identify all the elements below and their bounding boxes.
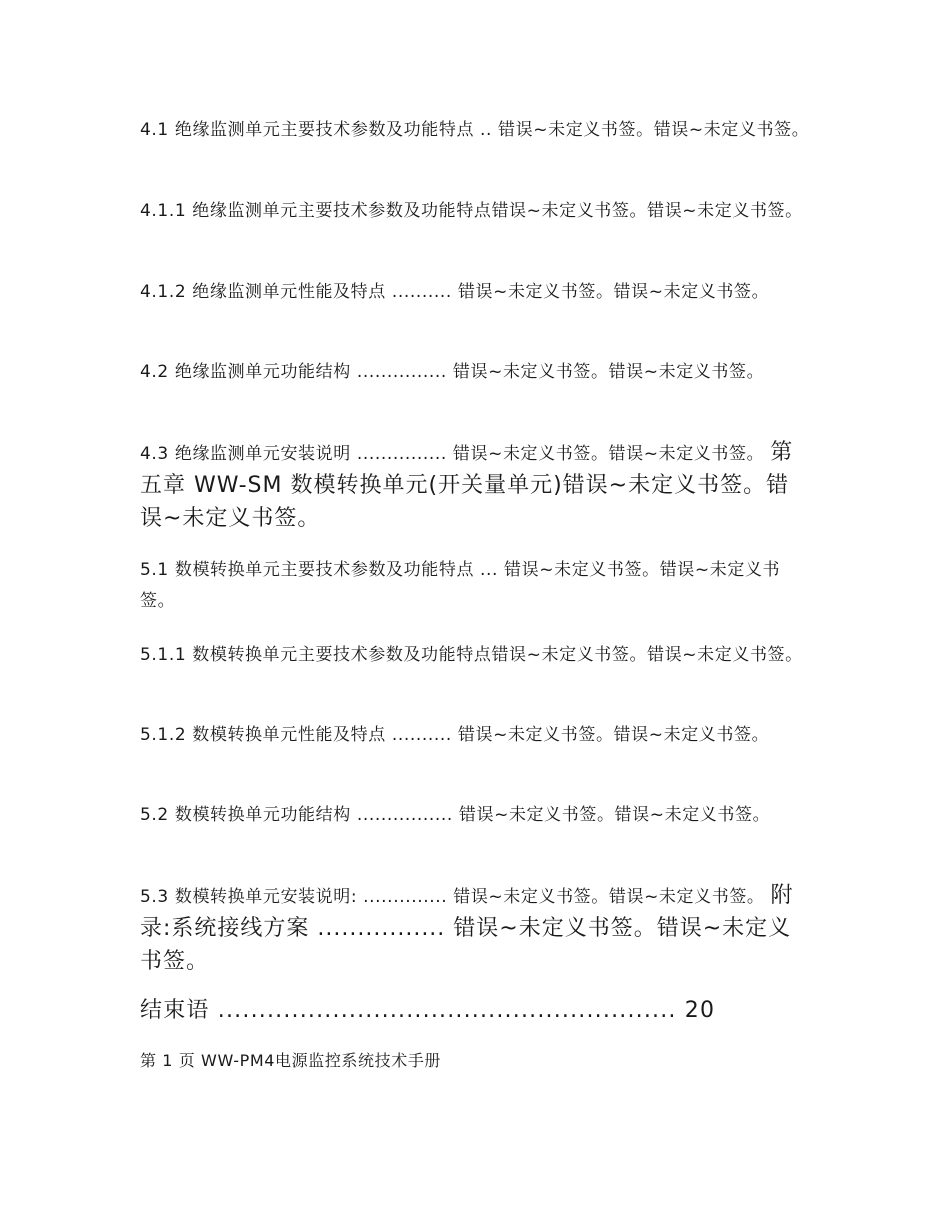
toc-entry-text: 5.1.2 数模转换单元性能及特点 .......... 错误~未定义书签。错误~未定义书签。 [140, 725, 770, 745]
toc-entry-4-1-1 [140, 196, 812, 227]
toc-entry-5-2 [140, 800, 812, 831]
toc-entry-text: 结束语 ........................................................ 20 [140, 998, 716, 1023]
toc-entry-4-2 [140, 357, 812, 388]
toc-entry-5-1-1 [140, 640, 812, 671]
toc-entry-5-1 [140, 555, 812, 617]
toc-chapter-5-heading: 第五章 WW-SM 数模转换单元(开关量单元)错误~未定义书签。错误~未定义书签。 [140, 440, 794, 531]
page-footer [140, 1048, 441, 1074]
footer-text: 第 1 页 WW-PM4电源监控系统技术手册 [140, 1051, 442, 1070]
toc-entry-4-3 [140, 437, 812, 536]
toc-entry-text: 4.3 绝缘监测单元安装说明 ............... 错误~未定义书签。错误~未定义书签。 [140, 444, 765, 464]
toc-entry-text: 4.1.2 绝缘监测单元性能及特点 .......... 错误~未定义书签。错误~未定义书签。 [140, 282, 770, 302]
toc-entry-text: 5.1.1 数模转换单元主要技术参数及功能特点错误~未定义书签。错误~未定义书签。 [140, 645, 803, 665]
toc-entry-text: 4.1.1 绝缘监测单元主要技术参数及功能特点错误~未定义书签。错误~未定义书签。 [140, 201, 803, 221]
toc-entry-4-1 [140, 115, 812, 146]
toc-appendix-entry: 附录:系统接线方案 ................ 错误~未定义书签。错误~未定义书签。 [140, 883, 794, 974]
toc-entry-text: 5.2 数模转换单元功能结构 ................ 错误~未定义书签。错误~未定义书签。 [140, 805, 771, 825]
toc-entry-text: 5.1 数模转换单元主要技术参数及功能特点 ... 错误~未定义书签。错误~未定义书签。 [140, 560, 781, 611]
toc-entry-ending [140, 994, 780, 1028]
toc-entry-text: 4.1 绝缘监测单元主要技术参数及功能特点 .. 错误~未定义书签。错误~未定义书签。 [140, 120, 810, 140]
toc-entry-5-1-2 [140, 720, 812, 751]
toc-entry-text: 5.3 数模转换单元安装说明: .............. 错误~未定义书签。错误~未定义书签。 [140, 887, 765, 907]
toc-entry-5-3 [140, 880, 812, 979]
toc-entry-4-1-2 [140, 277, 812, 308]
toc-entry-text: 4.2 绝缘监测单元功能结构 ............... 错误~未定义书签。错误~未定义书签。 [140, 362, 765, 382]
